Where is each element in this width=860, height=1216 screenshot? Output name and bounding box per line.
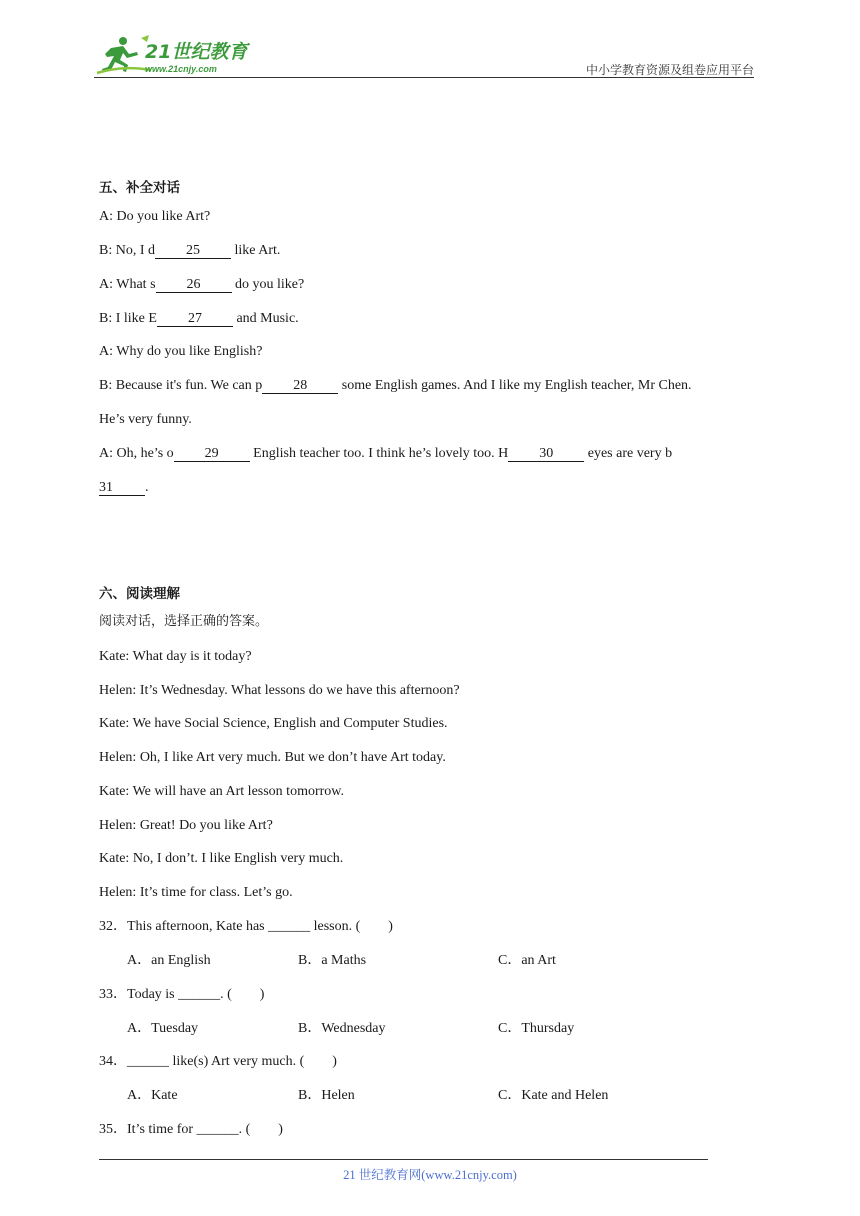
option-b[interactable]: B．Helen [298, 1088, 355, 1103]
option-a[interactable]: A．an English [127, 953, 211, 968]
blank-30: 30 [508, 446, 584, 462]
dialogue-line [99, 310, 299, 328]
option-b[interactable]: B．a Maths [298, 953, 367, 968]
blank-27: 27 [157, 311, 233, 327]
question-stem: 34．______ like(s) Art very much. ( ) [99, 1054, 337, 1069]
dialogue-text: English teacher too. I think he’s lovely too. H [249, 446, 509, 461]
dialogue-text: A: Oh, he’s o [99, 446, 174, 461]
dialogue-line: Kate: What day is it today? [99, 649, 252, 664]
blank-29: 29 [174, 446, 250, 462]
option-c[interactable]: C．Thursday [498, 1021, 575, 1036]
dialogue-line: He’s very funny. [99, 412, 192, 427]
section-6-title: 六、阅读理解 [99, 586, 180, 602]
logo-url: www.21cnjy.com [145, 64, 217, 74]
option-c[interactable]: C．an Art [498, 953, 556, 968]
site-logo [93, 32, 263, 78]
question-stem: 35．It’s time for ______. ( ) [99, 1122, 283, 1137]
dialogue-line [99, 276, 304, 294]
option-a[interactable]: A．Kate [127, 1088, 178, 1103]
blank-31: 31 [99, 480, 145, 496]
dialogue-line: Kate: We will have an Art lesson tomorrow. [99, 784, 344, 799]
dialogue-line [99, 242, 280, 260]
dialogue-text: B: Because it's fun. We can p [99, 378, 263, 393]
dialogue-text: some English games. And I like my English teacher, Mr Chen. [338, 378, 692, 393]
blank-26: 26 [156, 277, 232, 293]
blank-25: 25 [155, 243, 231, 259]
dialogue-text: B: No, I d [99, 243, 155, 258]
dialogue-line: A: Why do you like English? [99, 344, 263, 359]
question-stem: 32．This afternoon, Kate has ______ lesson. ( ) [99, 919, 393, 934]
instruction-text: 阅读对话，选择正确的答案。 [99, 614, 269, 629]
dialogue-line [99, 377, 692, 395]
dialogue-text: and Music. [232, 311, 299, 326]
dialogue-line: Helen: Oh, I like Art very much. But we don’t have Art today. [99, 750, 446, 765]
dialogue-line [99, 445, 672, 463]
dialogue-text: eyes are very b [584, 446, 673, 461]
dialogue-line: Helen: Great! Do you like Art? [99, 818, 273, 833]
dialogue-line [99, 479, 149, 497]
dialogue-line: Helen: It’s Wednesday. What lessons do we have this afternoon? [99, 683, 460, 698]
header-divider [94, 77, 754, 78]
section-5-title: 五、补全对话 [99, 180, 180, 196]
blank-28: 28 [262, 378, 338, 394]
dialogue-text: A: What s [99, 277, 156, 292]
dialogue-text: B: I like E [99, 311, 157, 326]
footer-link[interactable]: 21 世纪教育网(www.21cnjy.com) [343, 1168, 517, 1182]
dialogue-line: Kate: We have Social Science, English and Computer Studies. [99, 716, 448, 731]
dialogue-line: Helen: It’s time for class. Let’s go. [99, 885, 293, 900]
option-a[interactable]: A．Tuesday [127, 1021, 199, 1036]
question-stem: 33．Today is ______. ( ) [99, 987, 265, 1002]
dialogue-line: Kate: No, I don’t. I like English very much. [99, 851, 344, 866]
option-b[interactable]: B．Wednesday [298, 1021, 386, 1036]
footer-divider [99, 1159, 708, 1160]
dialogue-line: A: Do you like Art? [99, 209, 211, 224]
option-c[interactable]: C．Kate and Helen [498, 1088, 609, 1103]
dialogue-text: . [145, 480, 149, 495]
platform-name: 中小学教育资源及组卷应用平台 [585, 63, 754, 77]
logo-text: 21世纪教育 [145, 41, 248, 63]
dialogue-text: like Art. [231, 243, 281, 258]
dialogue-text: do you like? [231, 277, 305, 292]
